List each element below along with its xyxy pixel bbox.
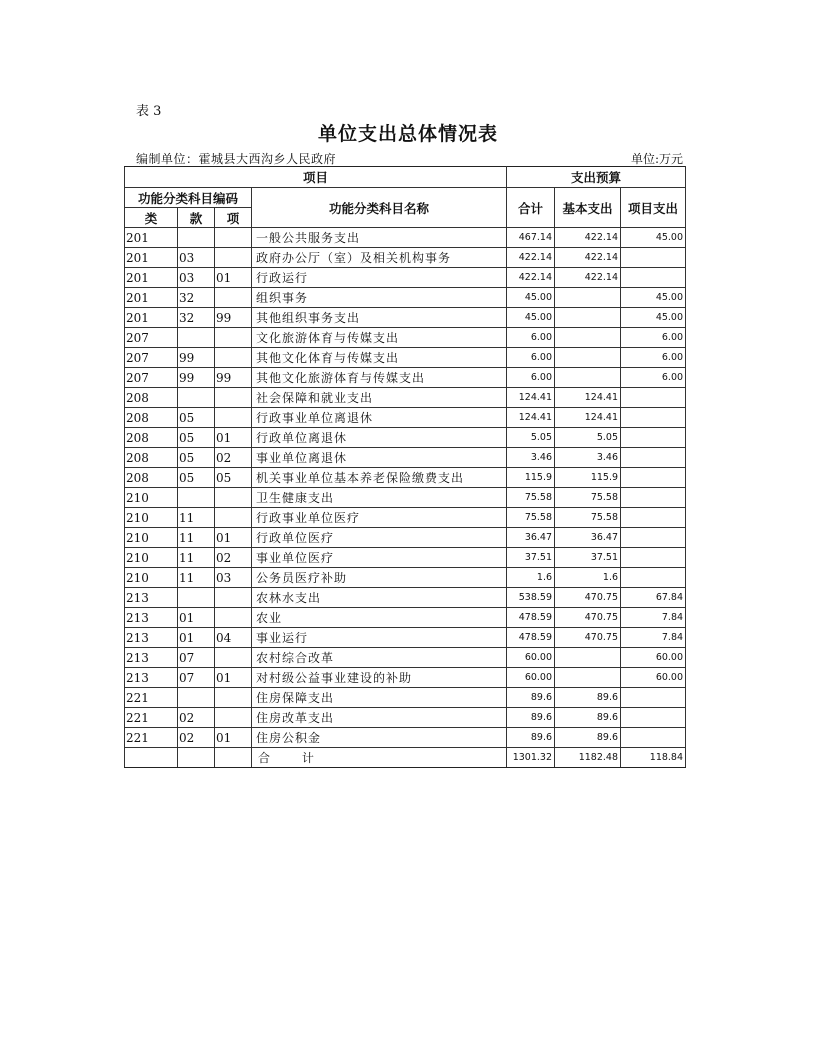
cell-lei: 208 bbox=[125, 388, 178, 408]
cell-xiang: 04 bbox=[215, 628, 252, 648]
summary-total: 1301.32 bbox=[507, 748, 555, 768]
table-row bbox=[125, 388, 686, 408]
cell-xiang bbox=[215, 348, 252, 368]
cell-lei: 213 bbox=[125, 648, 178, 668]
cell-lei: 213 bbox=[125, 588, 178, 608]
table-row bbox=[125, 628, 686, 648]
cell-total: 89.6 bbox=[507, 708, 555, 728]
cell-basic: 37.51 bbox=[555, 548, 621, 568]
cell-lei: 201 bbox=[125, 228, 178, 248]
cell-project: 60.00 bbox=[621, 648, 686, 668]
cell-lei: 207 bbox=[125, 368, 178, 388]
cell-total: 478.59 bbox=[507, 628, 555, 648]
cell-total: 89.6 bbox=[507, 688, 555, 708]
table-row bbox=[125, 228, 686, 248]
table-row bbox=[125, 308, 686, 328]
cell-project: 45.00 bbox=[621, 228, 686, 248]
cell-basic: 75.58 bbox=[555, 488, 621, 508]
cell-xiang bbox=[215, 288, 252, 308]
cell-name: 农业 bbox=[252, 608, 507, 628]
table-row bbox=[125, 348, 686, 368]
cell-total: 538.59 bbox=[507, 588, 555, 608]
cell-basic: 422.14 bbox=[555, 268, 621, 288]
cell-kuan: 05 bbox=[178, 428, 215, 448]
cell-kuan: 02 bbox=[178, 708, 215, 728]
table-row bbox=[125, 588, 686, 608]
cell-kuan: 02 bbox=[178, 728, 215, 748]
cell-name: 农村综合改革 bbox=[252, 648, 507, 668]
cell-kuan: 99 bbox=[178, 348, 215, 368]
cell-lei: 201 bbox=[125, 248, 178, 268]
cell-total: 3.46 bbox=[507, 448, 555, 468]
cell-name: 住房保障支出 bbox=[252, 688, 507, 708]
cell-lei bbox=[125, 748, 178, 768]
cell-name: 公务员医疗补助 bbox=[252, 568, 507, 588]
cell-name: 文化旅游体育与传媒支出 bbox=[252, 328, 507, 348]
cell-lei: 221 bbox=[125, 728, 178, 748]
cell-total: 5.05 bbox=[507, 428, 555, 448]
cell-xiang: 05 bbox=[215, 468, 252, 488]
header-lei: 类 bbox=[125, 208, 178, 228]
cell-total: 124.41 bbox=[507, 408, 555, 428]
cell-project: 7.84 bbox=[621, 628, 686, 648]
cell-name: 事业单位医疗 bbox=[252, 548, 507, 568]
cell-basic: 89.6 bbox=[555, 728, 621, 748]
cell-name: 社会保障和就业支出 bbox=[252, 388, 507, 408]
cell-basic: 422.14 bbox=[555, 248, 621, 268]
cell-kuan: 99 bbox=[178, 368, 215, 388]
cell-lei: 210 bbox=[125, 568, 178, 588]
summary-project: 118.84 bbox=[621, 748, 686, 768]
cell-kuan: 11 bbox=[178, 548, 215, 568]
table-row bbox=[125, 508, 686, 528]
cell-project: 45.00 bbox=[621, 288, 686, 308]
cell-lei: 208 bbox=[125, 468, 178, 488]
cell-project: 7.84 bbox=[621, 608, 686, 628]
cell-project: 6.00 bbox=[621, 368, 686, 388]
cell-name: 一般公共服务支出 bbox=[252, 228, 507, 248]
cell-total: 75.58 bbox=[507, 488, 555, 508]
cell-lei: 213 bbox=[125, 668, 178, 688]
cell-basic bbox=[555, 668, 621, 688]
cell-kuan: 32 bbox=[178, 288, 215, 308]
cell-total: 124.41 bbox=[507, 388, 555, 408]
cell-basic: 115.9 bbox=[555, 468, 621, 488]
cell-kuan: 05 bbox=[178, 448, 215, 468]
cell-basic bbox=[555, 308, 621, 328]
cell-project: 67.84 bbox=[621, 588, 686, 608]
cell-basic: 422.14 bbox=[555, 228, 621, 248]
cell-name: 对村级公益事业建设的补助 bbox=[252, 668, 507, 688]
cell-basic: 5.05 bbox=[555, 428, 621, 448]
table-row bbox=[125, 608, 686, 628]
cell-lei: 213 bbox=[125, 608, 178, 628]
cell-project bbox=[621, 488, 686, 508]
cell-basic: 470.75 bbox=[555, 608, 621, 628]
cell-kuan bbox=[178, 488, 215, 508]
cell-kuan bbox=[178, 688, 215, 708]
cell-xiang bbox=[215, 488, 252, 508]
header-kuan: 款 bbox=[178, 208, 215, 228]
cell-total: 45.00 bbox=[507, 288, 555, 308]
cell-basic: 3.46 bbox=[555, 448, 621, 468]
cell-xiang: 03 bbox=[215, 568, 252, 588]
table-row bbox=[125, 408, 686, 428]
cell-xiang: 01 bbox=[215, 268, 252, 288]
cell-xiang bbox=[215, 648, 252, 668]
cell-kuan: 01 bbox=[178, 608, 215, 628]
cell-xiang bbox=[215, 228, 252, 248]
cell-name: 行政事业单位医疗 bbox=[252, 508, 507, 528]
table-row bbox=[125, 448, 686, 468]
cell-project bbox=[621, 248, 686, 268]
cell-xiang: 01 bbox=[215, 728, 252, 748]
summary-row bbox=[125, 748, 686, 768]
cell-lei: 207 bbox=[125, 328, 178, 348]
cell-xiang: 01 bbox=[215, 428, 252, 448]
table-row bbox=[125, 428, 686, 448]
cell-xiang bbox=[215, 708, 252, 728]
cell-basic: 470.75 bbox=[555, 628, 621, 648]
header-basic: 基本支出 bbox=[555, 188, 621, 228]
cell-lei: 201 bbox=[125, 268, 178, 288]
cell-total: 6.00 bbox=[507, 368, 555, 388]
cell-name: 卫生健康支出 bbox=[252, 488, 507, 508]
cell-total: 478.59 bbox=[507, 608, 555, 628]
header-code-group: 功能分类科目编码 bbox=[125, 188, 252, 208]
cell-name: 政府办公厅（室）及相关机构事务 bbox=[252, 248, 507, 268]
cell-xiang bbox=[215, 388, 252, 408]
cell-total: 422.14 bbox=[507, 268, 555, 288]
cell-kuan: 11 bbox=[178, 528, 215, 548]
table-row bbox=[125, 288, 686, 308]
cell-total: 1.6 bbox=[507, 568, 555, 588]
cell-basic: 124.41 bbox=[555, 388, 621, 408]
cell-project bbox=[621, 268, 686, 288]
cell-total: 6.00 bbox=[507, 348, 555, 368]
table-row bbox=[125, 688, 686, 708]
cell-xiang bbox=[215, 608, 252, 628]
expenditure-table bbox=[124, 166, 686, 768]
cell-xiang bbox=[215, 248, 252, 268]
cell-project: 45.00 bbox=[621, 308, 686, 328]
cell-lei: 210 bbox=[125, 548, 178, 568]
cell-lei: 208 bbox=[125, 408, 178, 428]
table-row bbox=[125, 528, 686, 548]
cell-project bbox=[621, 448, 686, 468]
cell-lei: 221 bbox=[125, 708, 178, 728]
cell-basic bbox=[555, 328, 621, 348]
cell-name: 其他文化旅游体育与传媒支出 bbox=[252, 368, 507, 388]
cell-basic: 1.6 bbox=[555, 568, 621, 588]
cell-name: 行政单位医疗 bbox=[252, 528, 507, 548]
cell-xiang: 01 bbox=[215, 668, 252, 688]
cell-lei: 210 bbox=[125, 508, 178, 528]
currency-unit: 单位:万元 bbox=[630, 152, 683, 166]
cell-total: 60.00 bbox=[507, 648, 555, 668]
cell-project bbox=[621, 508, 686, 528]
summary-basic: 1182.48 bbox=[555, 748, 621, 768]
summary-label: 合 计 bbox=[252, 748, 507, 768]
table-number: 表 3 bbox=[136, 104, 162, 119]
table-row bbox=[125, 648, 686, 668]
header-project: 项目支出 bbox=[621, 188, 686, 228]
cell-kuan: 32 bbox=[178, 308, 215, 328]
cell-name: 行政事业单位离退休 bbox=[252, 408, 507, 428]
cell-total: 37.51 bbox=[507, 548, 555, 568]
table-row bbox=[125, 488, 686, 508]
cell-lei: 210 bbox=[125, 488, 178, 508]
cell-kuan: 07 bbox=[178, 668, 215, 688]
cell-kuan: 05 bbox=[178, 408, 215, 428]
cell-total: 45.00 bbox=[507, 308, 555, 328]
cell-total: 422.14 bbox=[507, 248, 555, 268]
cell-xiang bbox=[215, 328, 252, 348]
cell-lei: 208 bbox=[125, 448, 178, 468]
cell-lei: 208 bbox=[125, 428, 178, 448]
table-row bbox=[125, 328, 686, 348]
table-row bbox=[125, 468, 686, 488]
cell-kuan bbox=[178, 748, 215, 768]
cell-name: 住房改革支出 bbox=[252, 708, 507, 728]
cell-lei: 221 bbox=[125, 688, 178, 708]
cell-kuan bbox=[178, 588, 215, 608]
cell-kuan: 07 bbox=[178, 648, 215, 668]
cell-basic: 470.75 bbox=[555, 588, 621, 608]
cell-total: 6.00 bbox=[507, 328, 555, 348]
cell-kuan: 01 bbox=[178, 628, 215, 648]
cell-total: 75.58 bbox=[507, 508, 555, 528]
cell-xiang bbox=[215, 408, 252, 428]
cell-kuan: 05 bbox=[178, 468, 215, 488]
cell-name: 住房公积金 bbox=[252, 728, 507, 748]
cell-lei: 201 bbox=[125, 308, 178, 328]
cell-basic bbox=[555, 648, 621, 668]
cell-project bbox=[621, 408, 686, 428]
cell-project bbox=[621, 548, 686, 568]
cell-total: 89.6 bbox=[507, 728, 555, 748]
table-row bbox=[125, 548, 686, 568]
cell-total: 60.00 bbox=[507, 668, 555, 688]
cell-kuan bbox=[178, 388, 215, 408]
page-title: 单位支出总体情况表 bbox=[317, 123, 498, 145]
table-row bbox=[125, 268, 686, 288]
cell-project bbox=[621, 528, 686, 548]
table-row bbox=[125, 248, 686, 268]
header-total: 合计 bbox=[507, 188, 555, 228]
table-row bbox=[125, 708, 686, 728]
table-row bbox=[125, 368, 686, 388]
cell-project: 6.00 bbox=[621, 328, 686, 348]
cell-project bbox=[621, 428, 686, 448]
cell-kuan bbox=[178, 228, 215, 248]
cell-basic: 89.6 bbox=[555, 688, 621, 708]
cell-name: 其他组织事务支出 bbox=[252, 308, 507, 328]
header-xiang: 项 bbox=[215, 208, 252, 228]
cell-kuan: 03 bbox=[178, 268, 215, 288]
cell-basic bbox=[555, 368, 621, 388]
cell-lei: 210 bbox=[125, 528, 178, 548]
cell-name: 农林水支出 bbox=[252, 588, 507, 608]
cell-name: 事业运行 bbox=[252, 628, 507, 648]
cell-lei: 201 bbox=[125, 288, 178, 308]
header-item: 项目 bbox=[125, 167, 507, 188]
cell-xiang bbox=[215, 508, 252, 528]
cell-name: 行政单位离退休 bbox=[252, 428, 507, 448]
cell-xiang bbox=[215, 688, 252, 708]
cell-name: 组织事务 bbox=[252, 288, 507, 308]
cell-basic: 36.47 bbox=[555, 528, 621, 548]
compiling-unit: 编制单位：霍城县大西沟乡人民政府 bbox=[136, 152, 337, 166]
cell-name: 事业单位离退休 bbox=[252, 448, 507, 468]
cell-name: 机关事业单位基本养老保险缴费支出 bbox=[252, 468, 507, 488]
cell-project bbox=[621, 388, 686, 408]
cell-lei: 207 bbox=[125, 348, 178, 368]
cell-xiang: 02 bbox=[215, 448, 252, 468]
table-row bbox=[125, 568, 686, 588]
cell-kuan: 11 bbox=[178, 508, 215, 528]
cell-basic: 89.6 bbox=[555, 708, 621, 728]
cell-xiang: 99 bbox=[215, 308, 252, 328]
table-row bbox=[125, 728, 686, 748]
cell-xiang: 02 bbox=[215, 548, 252, 568]
cell-project: 60.00 bbox=[621, 668, 686, 688]
header-budget: 支出预算 bbox=[507, 167, 686, 188]
cell-project bbox=[621, 728, 686, 748]
cell-name: 其他文化体育与传媒支出 bbox=[252, 348, 507, 368]
cell-project bbox=[621, 708, 686, 728]
cell-kuan: 11 bbox=[178, 568, 215, 588]
table-row bbox=[125, 668, 686, 688]
cell-xiang bbox=[215, 588, 252, 608]
cell-xiang: 99 bbox=[215, 368, 252, 388]
cell-project bbox=[621, 468, 686, 488]
cell-project bbox=[621, 568, 686, 588]
cell-basic: 75.58 bbox=[555, 508, 621, 528]
cell-project: 6.00 bbox=[621, 348, 686, 368]
cell-xiang bbox=[215, 748, 252, 768]
cell-basic bbox=[555, 348, 621, 368]
cell-kuan: 03 bbox=[178, 248, 215, 268]
header-name: 功能分类科目名称 bbox=[252, 188, 507, 228]
cell-total: 36.47 bbox=[507, 528, 555, 548]
cell-total: 115.9 bbox=[507, 468, 555, 488]
cell-name: 行政运行 bbox=[252, 268, 507, 288]
cell-xiang: 01 bbox=[215, 528, 252, 548]
cell-basic bbox=[555, 288, 621, 308]
cell-total: 467.14 bbox=[507, 228, 555, 248]
cell-basic: 124.41 bbox=[555, 408, 621, 428]
cell-project bbox=[621, 688, 686, 708]
cell-lei: 213 bbox=[125, 628, 178, 648]
cell-kuan bbox=[178, 328, 215, 348]
